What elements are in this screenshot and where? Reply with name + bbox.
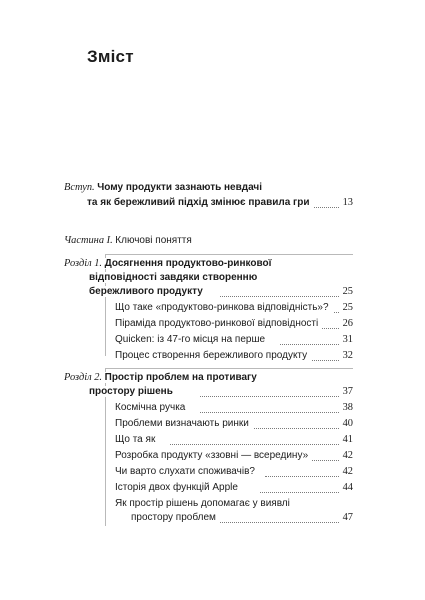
section-page: 40	[340, 418, 353, 429]
section-title: Quicken: із 47-го місця на перше	[115, 334, 269, 345]
intro-prefix: Вступ.	[64, 182, 95, 193]
section-page: 31	[340, 334, 353, 345]
chapter2-page: 37	[340, 386, 353, 397]
chapter2-entry-line2[interactable]	[0, 386, 425, 402]
section-page: 32	[340, 350, 353, 361]
leader-dots	[200, 412, 345, 413]
section-title: Що таке «продуктово-ринкова відповідність»?	[115, 302, 333, 313]
section-title: Процес створення бережливого продукту	[115, 350, 311, 361]
leader-dots	[260, 492, 345, 493]
part1-heading	[0, 235, 425, 251]
leader-dots	[210, 522, 345, 523]
section-title: Космічна ручка	[115, 402, 189, 413]
intro-title-line1: Чому продукти зазнають невдачі	[97, 182, 263, 193]
intro-title-line2: та як бережливий підхід змінює правила гри	[87, 197, 310, 208]
leader-dots	[200, 396, 345, 397]
toc-section-entry[interactable]	[0, 302, 425, 318]
section-title: Проблеми визначають ринки	[115, 418, 253, 429]
intro-entry-line1[interactable]	[0, 182, 425, 198]
chapter1-title-line2: відповідності завдяки створенню	[89, 272, 258, 283]
section-title: Піраміда продуктово-ринкової відповідності	[115, 318, 322, 329]
chapter1-entry-line3[interactable]	[0, 286, 425, 302]
leader-dots	[220, 296, 345, 297]
leader-dots	[250, 428, 345, 429]
chapter1-title-line3: бережливого продукту	[89, 286, 203, 297]
section-title: простору проблем	[131, 512, 220, 523]
chapter1-title-line1: Досягнення продуктово-ринкової	[104, 258, 272, 269]
toc-section-entry[interactable]	[0, 334, 425, 350]
section-page: 42	[340, 466, 353, 477]
toc-section-entry[interactable]	[0, 418, 425, 434]
chapter1-prefix: Розділ 1.	[64, 258, 103, 269]
section-page: 26	[340, 318, 353, 329]
leader-dots	[280, 344, 345, 345]
chapter2-title-line1: Простір проблем на противагу	[104, 372, 257, 383]
chapter2-title-line2: простору рішень	[89, 386, 173, 397]
toc-section-entry[interactable]	[0, 512, 425, 528]
section-page: 38	[340, 402, 353, 413]
section-page: 25	[340, 302, 353, 313]
toc-section-entry[interactable]	[0, 434, 425, 450]
leader-dots	[170, 444, 345, 445]
page-title: Зміст	[87, 47, 134, 66]
part1-title: Ключові поняття	[115, 235, 192, 246]
leader-dots	[265, 476, 345, 477]
toc-section-entry[interactable]	[0, 318, 425, 334]
toc-section-entry[interactable]	[0, 350, 425, 366]
chapter2-prefix: Розділ 2.	[64, 372, 103, 383]
part1-prefix: Частина I.	[64, 235, 113, 246]
chapter2-divider	[105, 368, 353, 369]
toc-section-entry[interactable]	[0, 466, 425, 482]
chapter1-divider	[105, 254, 353, 255]
section-title: Як простір рішень допомагає у виявлі	[115, 498, 294, 509]
section-title: Історія двох функцій Apple	[115, 482, 242, 493]
intro-page: 13	[340, 197, 353, 208]
section-page: 41	[340, 434, 353, 445]
toc-section-entry[interactable]	[0, 482, 425, 498]
section-page: 44	[340, 482, 353, 493]
section-title: Що та як	[115, 434, 159, 445]
section-page: 47	[340, 512, 353, 523]
section-title: Чи варто слухати споживачів?	[115, 466, 259, 477]
chapter1-page: 25	[340, 286, 353, 297]
toc-section-entry[interactable]	[0, 402, 425, 418]
toc-section-entry[interactable]	[0, 450, 425, 466]
intro-entry-line2[interactable]	[0, 197, 425, 213]
section-title: Розробка продукту «ззовні — всередину»	[115, 450, 312, 461]
section-page: 42	[340, 450, 353, 461]
